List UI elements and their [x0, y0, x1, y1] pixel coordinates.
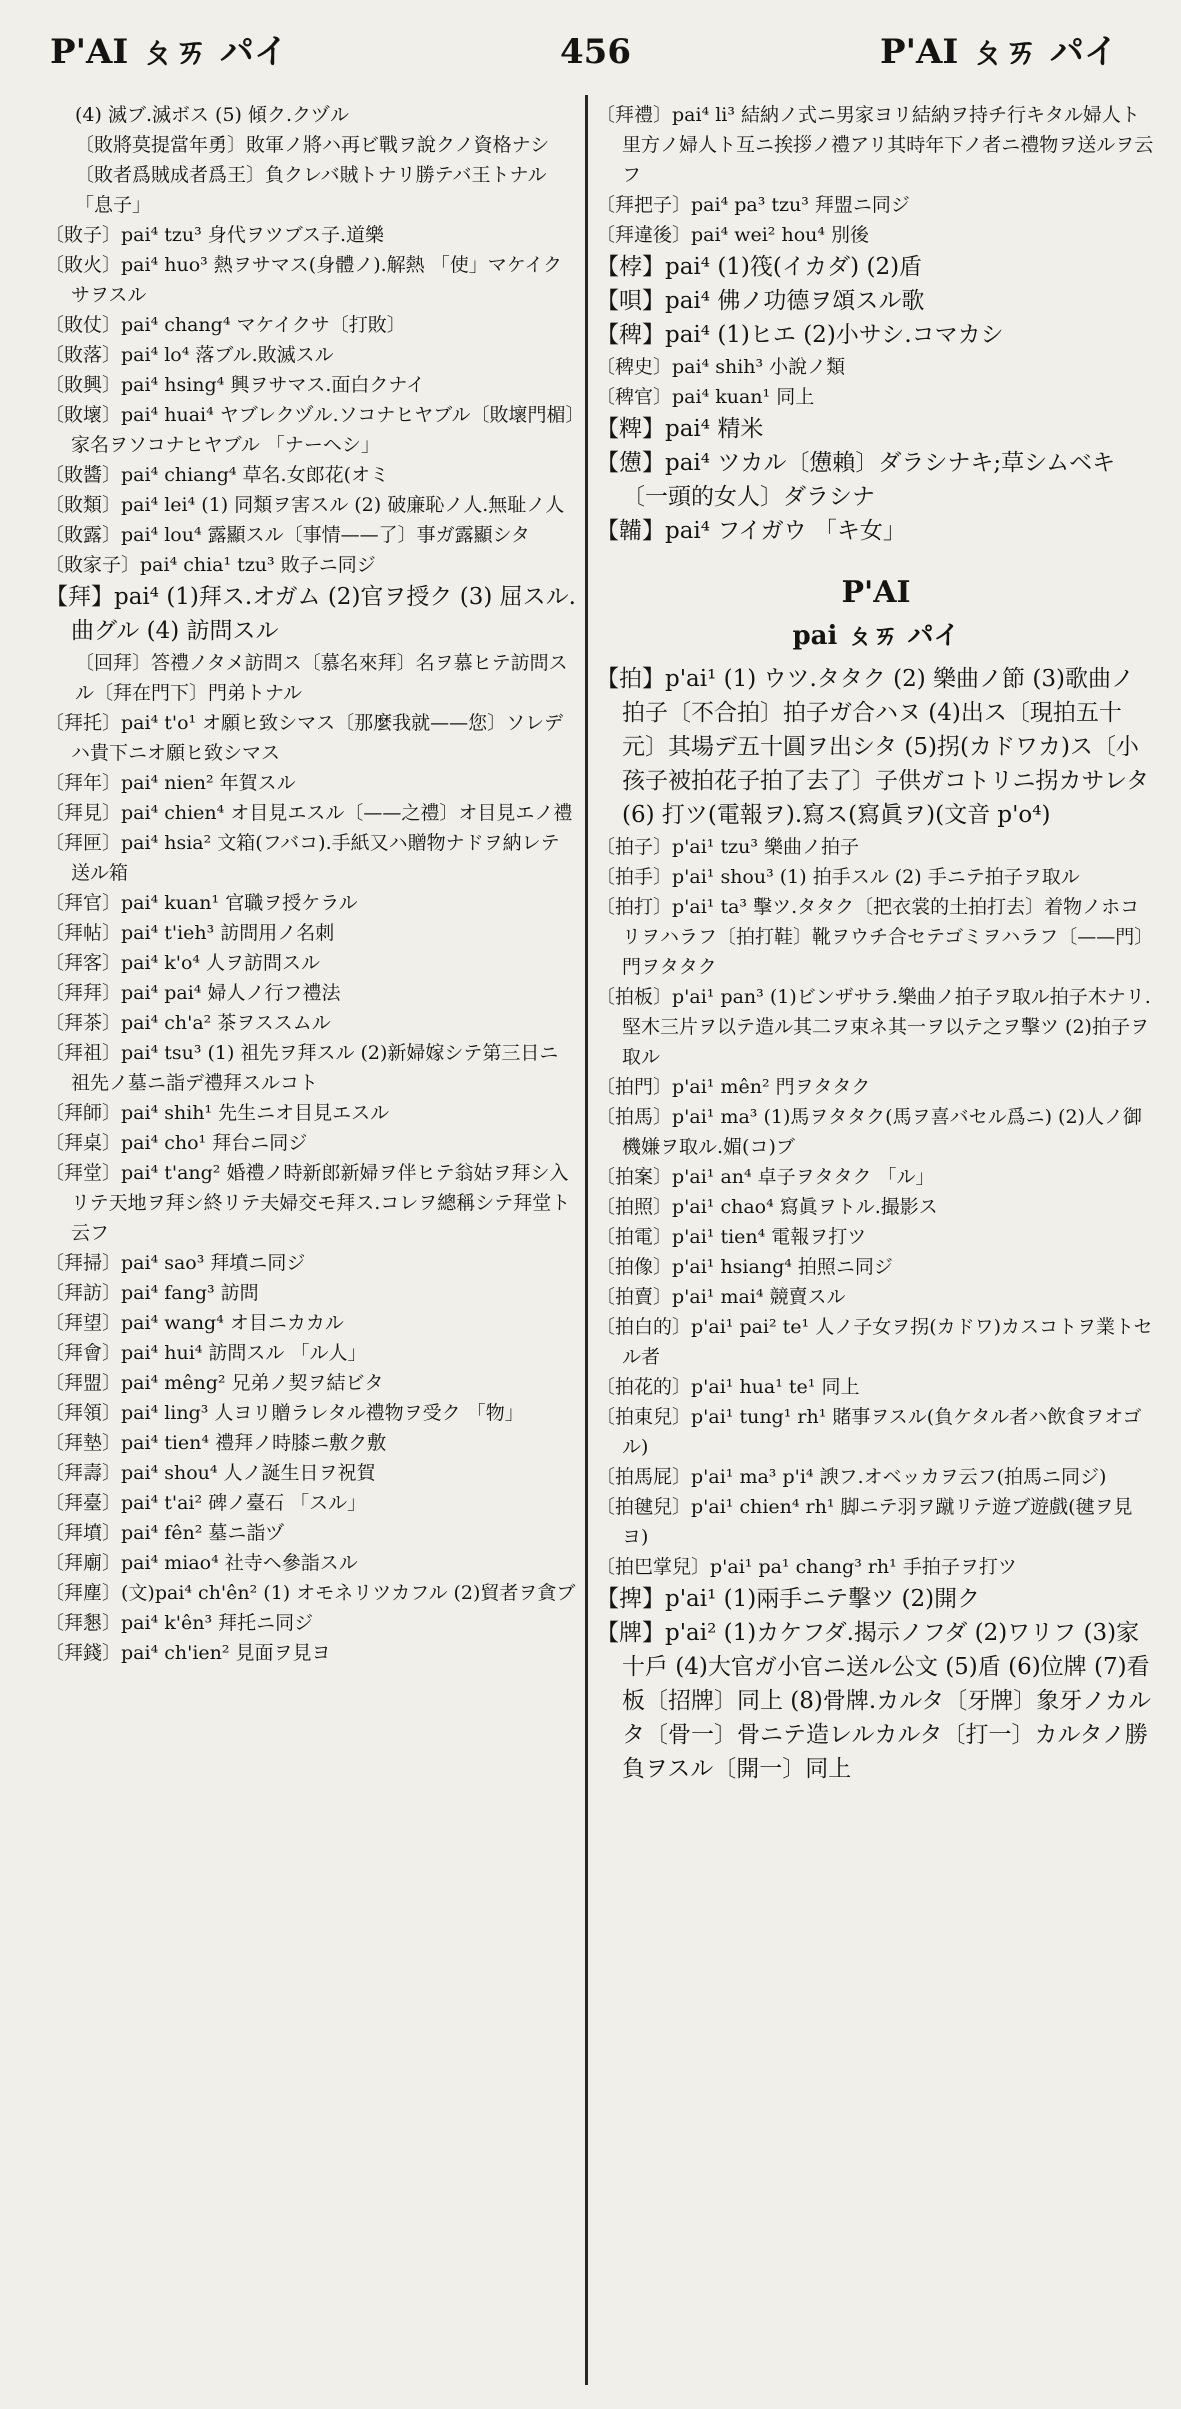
entry: 〔敗落〕pai⁴ lo⁴ 落ブル.敗滅スル	[45, 344, 334, 366]
entry: 〔拜祖〕pai⁴ tsu³ (1) 祖先ヲ拜スル (2)新婦嫁シテ第三日ニ祖先ノ墓ニ詣デ禮拜スルコト	[45, 1042, 559, 1094]
entry: 〔拍白的〕p'ai¹ pai² te¹ 人ノ子女ヲ拐(カドワ)カスコトヲ業トセル者	[596, 1316, 1153, 1368]
entry: 〔拜訪〕pai⁴ fang³ 訪問	[45, 1282, 259, 1304]
entry: 〔拍案〕p'ai¹ an⁴ 卓子ヲタタク 「ル」	[596, 1166, 935, 1188]
entry: 〔拜臺〕pai⁴ t'ai² 碑ノ臺石 「スル」	[45, 1492, 367, 1514]
headword-entry: 【唄】pai⁴ 佛ノ功德ヲ頌スル歌	[596, 288, 925, 314]
page-number: 456	[560, 32, 631, 72]
entry: 〔敗火〕pai⁴ huo³ 熱ヲサマス(身體ノ).解熱 「使」マケイクサヲスル	[45, 254, 562, 306]
entry: 〔拜堂〕pai⁴ t'ang² 婚禮ノ時新郎新婦ヲ伴ヒテ翁姑ヲ拜シ入リテ天地ヲ拜シ終リテ夫婦交モ拜ス.コレヲ總稱シテ拜堂ト云フ	[45, 1162, 571, 1244]
entry: 〔敗興〕pai⁴ hsing⁴ 興ヲサマス.面白クナイ	[45, 374, 426, 396]
entry: 〔拜違後〕pai⁴ wei² hou⁴ 別後	[596, 224, 870, 246]
entry: 〔拜年〕pai⁴ nien² 年賀スル	[45, 772, 296, 794]
running-head-right: P'AI ㄆㄞ パイ	[880, 32, 1118, 72]
entry: 〔敗家子〕pai⁴ chia¹ tzu³ 敗子ニ同ジ	[45, 554, 376, 576]
headword-entry: 【牌】p'ai² (1)カケフダ.揭示ノフダ (2)ワリフ (3)家十戶 (4)大官ガ小官ニ送ル公文 (5)盾 (6)位牌 (7)看板〔招牌〕同上 (8)骨牌.カルタ〔牙牌〕象牙ノカルタ〔骨一〕骨ニテ造レルカルタ〔打一〕カルタノ勝負ヲスル〔開一〕同上	[596, 1620, 1152, 1782]
entry: 〔拍花的〕p'ai¹ hua¹ te¹ 同上	[596, 1376, 860, 1398]
headword-entry: 【拍】p'ai¹ (1) ウツ.タタク (2) 樂曲ノ節 (3)歌曲ノ拍子〔不合拍〕拍子ガ合ハヌ (4)出ス〔現拍五十元〕其場デ五十圓ヲ出シタ (5)拐(カドワカ)ス〔小孩子被拍花子拍了去了〕子供ガコトリニ拐カサレタ (6) 打ツ(電報ヲ).寫ス(寫眞ヲ)(文音 p'o⁴)	[596, 666, 1150, 828]
entry: 〔拜墳〕pai⁴ fên² 墓ニ詣ヅ	[45, 1522, 285, 1544]
entry: 〔拍巴掌兒〕p'ai¹ pa¹ chang³ rh¹ 手拍子ヲ打ツ	[596, 1556, 1017, 1578]
entry: 〔拜匣〕pai⁴ hsia² 文箱(フバコ).手紙又ハ贈物ナドヲ納レテ送ル箱	[45, 832, 560, 884]
headword-entry: 【拜】pai⁴ (1)拜ス.オガム (2)官ヲ授ク (3) 屈スル.曲グル (4) 訪問スル	[45, 584, 576, 644]
entry: 〔敗仗〕pai⁴ chang⁴ マケイクサ〔打敗〕	[45, 314, 406, 336]
section-subheading: pai ㄆㄞ パイ	[792, 621, 960, 651]
entry: 〔拜客〕pai⁴ k'o⁴ 人ヲ訪問スル	[45, 952, 321, 974]
entry: 〔拍馬〕p'ai¹ ma³ (1)馬ヲタタク(馬ヲ喜バセル爲ニ) (2)人ノ御機嫌ヲ取ル.媚(コ)ブ	[596, 1106, 1142, 1158]
entry: 〔拜會〕pai⁴ hui⁴ 訪問スル 「ル人」	[45, 1342, 367, 1364]
section-heading: P'AI	[841, 575, 911, 610]
entry: 〔拍門〕p'ai¹ mên² 門ヲタタク	[596, 1076, 871, 1098]
entry: 〔拜托〕pai⁴ t'o¹ オ願ヒ致シマス〔那麼我就——您〕ソレデハ貴下ニオ願ヒ致シマス	[45, 712, 564, 764]
entry: 〔稗官〕pai⁴ kuan¹ 同上	[596, 386, 815, 408]
entry: 〔敗醬〕pai⁴ chiang⁴ 草名.女郎花(オミ	[45, 464, 390, 486]
entry: 〔拜盟〕pai⁴ mêng² 兄弟ノ契ヲ結ビタ	[45, 1372, 384, 1394]
entry: 〔拜拜〕pai⁴ pai⁴ 婦人ノ行フ禮法	[45, 982, 341, 1004]
entry: 〔拜壽〕pai⁴ shou⁴ 人ノ誕生日ヲ祝賀	[45, 1462, 376, 1484]
entry: 〔拍手〕p'ai¹ shou³ (1) 拍手スル (2) 手ニテ拍子ヲ取ル	[596, 866, 1080, 888]
page-header	[0, 30, 1181, 90]
entry: 〔拜禮〕pai⁴ li³ 結納ノ式ニ男家ヨリ結納ヲ持チ行キタル婦人ト里方ノ婦人ト互ニ挨拶ノ禮アリ其時年下ノ者ニ禮物ヲ送ルヲ云フ	[596, 104, 1154, 186]
entry: 〔拍子〕p'ai¹ tzu³ 樂曲ノ拍子	[596, 836, 859, 858]
headword-entry: 【桲】pai⁴ (1)筏(イカダ) (2)盾	[596, 254, 923, 280]
entry: 〔拜懇〕pai⁴ k'ên³ 拜托ニ同ジ	[45, 1612, 314, 1634]
entry: 〔拍東兒〕p'ai¹ tung¹ rh¹ 賭事ヲスル(負ケタル者ハ飲食ヲオゴル)	[596, 1406, 1142, 1458]
entry: 〔拜塵〕(文)pai⁴ ch'ên² (1) オモネリツカフル (2)貿者ヲ貪ブ	[45, 1582, 576, 1604]
entry: 〔拜望〕pai⁴ wang⁴ オ目ニカカル	[45, 1312, 344, 1334]
left-column	[45, 100, 577, 2390]
headword-entry: 【粺】pai⁴ 精米	[596, 416, 764, 442]
entry: 〔拍板〕p'ai¹ pan³ (1)ビンザサラ.樂曲ノ拍子ヲ取ル拍子木ナリ.堅木三片ヲ以テ造ル其二ヲ束ネ其一ヲ以テ之ヲ擊ツ (2)拍子ヲ取ル	[596, 986, 1151, 1068]
entry: 〔拜見〕pai⁴ chien⁴ オ目見エスル〔——之禮〕オ目見エノ禮	[45, 802, 573, 824]
running-head-left: P'AI ㄆㄞ パイ	[50, 32, 288, 72]
entry: 〔拍打〕p'ai¹ ta³ 擊ツ.タタク〔把衣裳的土拍打去〕着物ノホコリヲハラフ〔拍打鞋〕靴ヲウチ合セテゴミヲハラフ〔——門〕門ヲタタク	[596, 896, 1154, 978]
entry: 〔稗史〕pai⁴ shih³ 小說ノ類	[596, 356, 846, 378]
entry: 〔拜廟〕pai⁴ miao⁴ 社寺ヘ參詣スル	[45, 1552, 358, 1574]
right-column	[596, 100, 1156, 2390]
entry: 〔拍照〕p'ai¹ chao⁴ 寫眞ヲトル.撮影ス	[596, 1196, 938, 1218]
entry: 〔敗露〕pai⁴ lou⁴ 露顯スル〔事情——了〕事ガ露顯シタ	[45, 524, 530, 546]
headword-entry: 【捭】p'ai¹ (1)兩手ニテ擊ツ (2)開ク	[596, 1586, 981, 1612]
entry: 〔敗類〕pai⁴ lei⁴ (1) 同類ヲ害スル (2) 破廉恥ノ人.無耻ノ人	[45, 494, 565, 516]
headword-entry: 【稗】pai⁴ (1)ヒエ (2)小サシ.コマカシ	[596, 322, 1004, 348]
entry: 〔拜帖〕pai⁴ t'ieh³ 訪問用ノ名刺	[45, 922, 335, 944]
headword-entry: 【韛】pai⁴ フイガウ 「キ女」	[596, 518, 906, 544]
entry: 〔拜錢〕pai⁴ ch'ien² 見面ヲ見ヨ	[45, 1642, 331, 1664]
entry: 〔拜掃〕pai⁴ sao³ 拜墳ニ同ジ	[45, 1252, 306, 1274]
entry: 〔拍賣〕p'ai¹ mai⁴ 競賣スル	[596, 1286, 846, 1308]
entry: 〔拜桌〕pai⁴ cho¹ 拜台ニ同ジ	[45, 1132, 308, 1154]
entry: 〔拜把子〕pai⁴ pa³ tzu³ 拜盟ニ同ジ	[596, 194, 910, 216]
entry: 〔拍毽兒〕p'ai¹ chien⁴ rh¹ 脚ニテ羽ヲ蹴リテ遊ブ遊戲(毽ヲ見ヨ)	[596, 1496, 1133, 1548]
entry: (4) 滅ブ.滅ボス (5) 傾ク.クヅル	[75, 104, 350, 126]
entry: 〔敗壞〕pai⁴ huai⁴ ヤブレクヅル.ソコナヒヤブル〔敗壞門楣〕家名ヲソコナヒヤブル 「ナーヘシ」	[45, 404, 576, 456]
entry: 〔拍馬屁〕p'ai¹ ma³ p'i⁴ 諛フ.オベッカヲ云フ(拍馬ニ同ジ)	[596, 1466, 1107, 1488]
entry: 〔敗子〕pai⁴ tzu³ 身代ヲツブス子.道樂	[45, 224, 385, 246]
entry: 〔拜領〕pai⁴ ling³ 人ヨリ贈ラレタル禮物ヲ受ク 「物」	[45, 1402, 524, 1424]
headword-entry: 【憊】pai⁴ ツカル〔憊賴〕ダラシナキ;草シムベキ〔一頭的女人〕ダラシナ	[596, 450, 1116, 510]
entry: 〔拜師〕pai⁴ shih¹ 先生ニオ目見エスル	[45, 1102, 390, 1124]
entry: 〔拜墊〕pai⁴ tien⁴ 禮拜ノ時膝ニ敷ク敷	[45, 1432, 387, 1454]
column-divider	[585, 95, 588, 2385]
entry: 〔敗將莫提當年勇〕敗軍ノ將ハ再ビ戰ヲ說クノ資格ナシ〔敗者爲賊成者爲王〕負クレバ賊トナリ勝テバ王トナル 「息子」	[75, 134, 550, 216]
entry: 〔拍像〕p'ai¹ hsiang⁴ 拍照ニ同ジ	[596, 1256, 893, 1278]
entry: 〔拜茶〕pai⁴ ch'a² 茶ヲススムル	[45, 1012, 331, 1034]
entry: 〔拍電〕p'ai¹ tien⁴ 電報ヲ打ツ	[596, 1226, 867, 1248]
entry: 〔回拜〕答禮ノタメ訪問ス〔慕名來拜〕名ヲ慕ヒテ訪問スル〔拜在門下〕門弟トナル	[75, 652, 568, 704]
entry: 〔拜官〕pai⁴ kuan¹ 官職ヲ授ケラル	[45, 892, 358, 914]
